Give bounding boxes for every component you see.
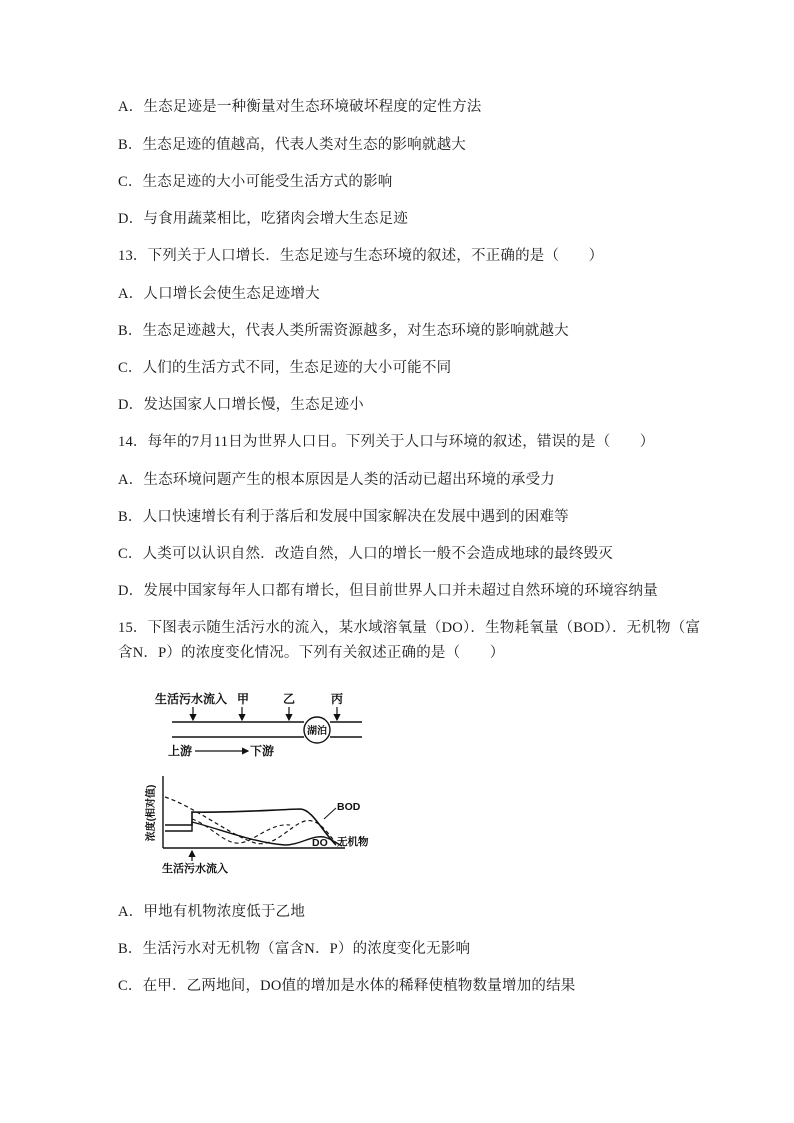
question-14-stem: 14．每年的7月11日为世界人口日。下列关于人口与环境的叙述，错误的是（ ）: [118, 434, 655, 450]
site-bing-label: 丙: [331, 692, 344, 706]
bod-label: BOD: [337, 801, 361, 813]
question-15-option-a: A．甲地有机物浓度低于乙地: [118, 904, 306, 920]
question-13-option-a: A．人口增长会使生态足迹增大: [118, 286, 320, 302]
question-13-option-d: D．发达国家人口增长慢，生态足迹小: [118, 397, 364, 413]
y-axis-label: 浓度(相对值): [146, 784, 157, 842]
question-14-option-c: C．人类可以认识自然．改造自然，人口的增长一般不会造成地球的最终毁灭: [118, 546, 613, 562]
option-a-prev: A．生态足迹是一种衡量对生态环境破坏程度的定性方法: [118, 99, 482, 115]
bod-leader-line: [324, 808, 336, 819]
do-curve: [165, 797, 336, 844]
sewage-inflow-label: 生活污水流入: [155, 692, 228, 706]
upstream-label: 上游: [168, 744, 193, 758]
question-14-option-b: B．人口快速增长有利于落后和发展中国家解决在发展中遇到的困难等: [118, 509, 569, 525]
option-d-prev: D．与食用蔬菜相比，吃猪肉会增大生态足迹: [118, 211, 408, 227]
option-c-prev: C．生态足迹的大小可能受生活方式的影响: [118, 174, 393, 190]
river-pollution-figure: [140, 685, 390, 875]
lake-label: 湖泊: [307, 726, 327, 737]
downstream-label: 下游: [250, 744, 275, 758]
option-b-prev: B．生态足迹的值越高，代表人类对生态的影响就越大: [118, 137, 466, 153]
river-banks: [172, 722, 362, 737]
question-15-stem-line1: 15．下图表示随生活污水的流入，某水域溶氧量（DO）．生物耗氧量（BOD）．无机物（富: [118, 620, 701, 636]
site-jia-label: 甲: [237, 692, 250, 706]
graph-inflow-label: 生活污水流入: [162, 863, 228, 875]
inorganic-label: 无机物: [337, 836, 369, 848]
question-15-stem-line2: 含N．P）的浓度变化情况。下列有关叙述正确的是（ ）: [118, 645, 505, 661]
question-15-option-c: C．在甲．乙两地间，DO值的增加是水体的稀释使植物数量增加的结果: [118, 978, 576, 994]
question-14-option-d: D．发展中国家每年人口都有增长，但目前世界人口并未超过自然环境的环境容纳量: [118, 583, 658, 599]
question-15-option-b: B．生活污水对无机物（富含N．P）的浓度变化无影响: [118, 941, 471, 957]
question-13-option-b: B．生态足迹越大，代表人类所需资源越多，对生态环境的影响就越大: [118, 323, 569, 339]
site-yi-label: 乙: [283, 692, 296, 706]
question-13-stem: 13．下列关于人口增长．生态足迹与生态环境的叙述，不正确的是（ ）: [118, 248, 604, 264]
question-14-option-a: A．生态环境问题产生的根本原因是人类的活动已超出环境的承受力: [118, 472, 555, 488]
do-label: DO: [312, 837, 328, 849]
question-13-option-c: C．人们的生活方式不同，生态足迹的大小可能不同: [118, 360, 452, 376]
